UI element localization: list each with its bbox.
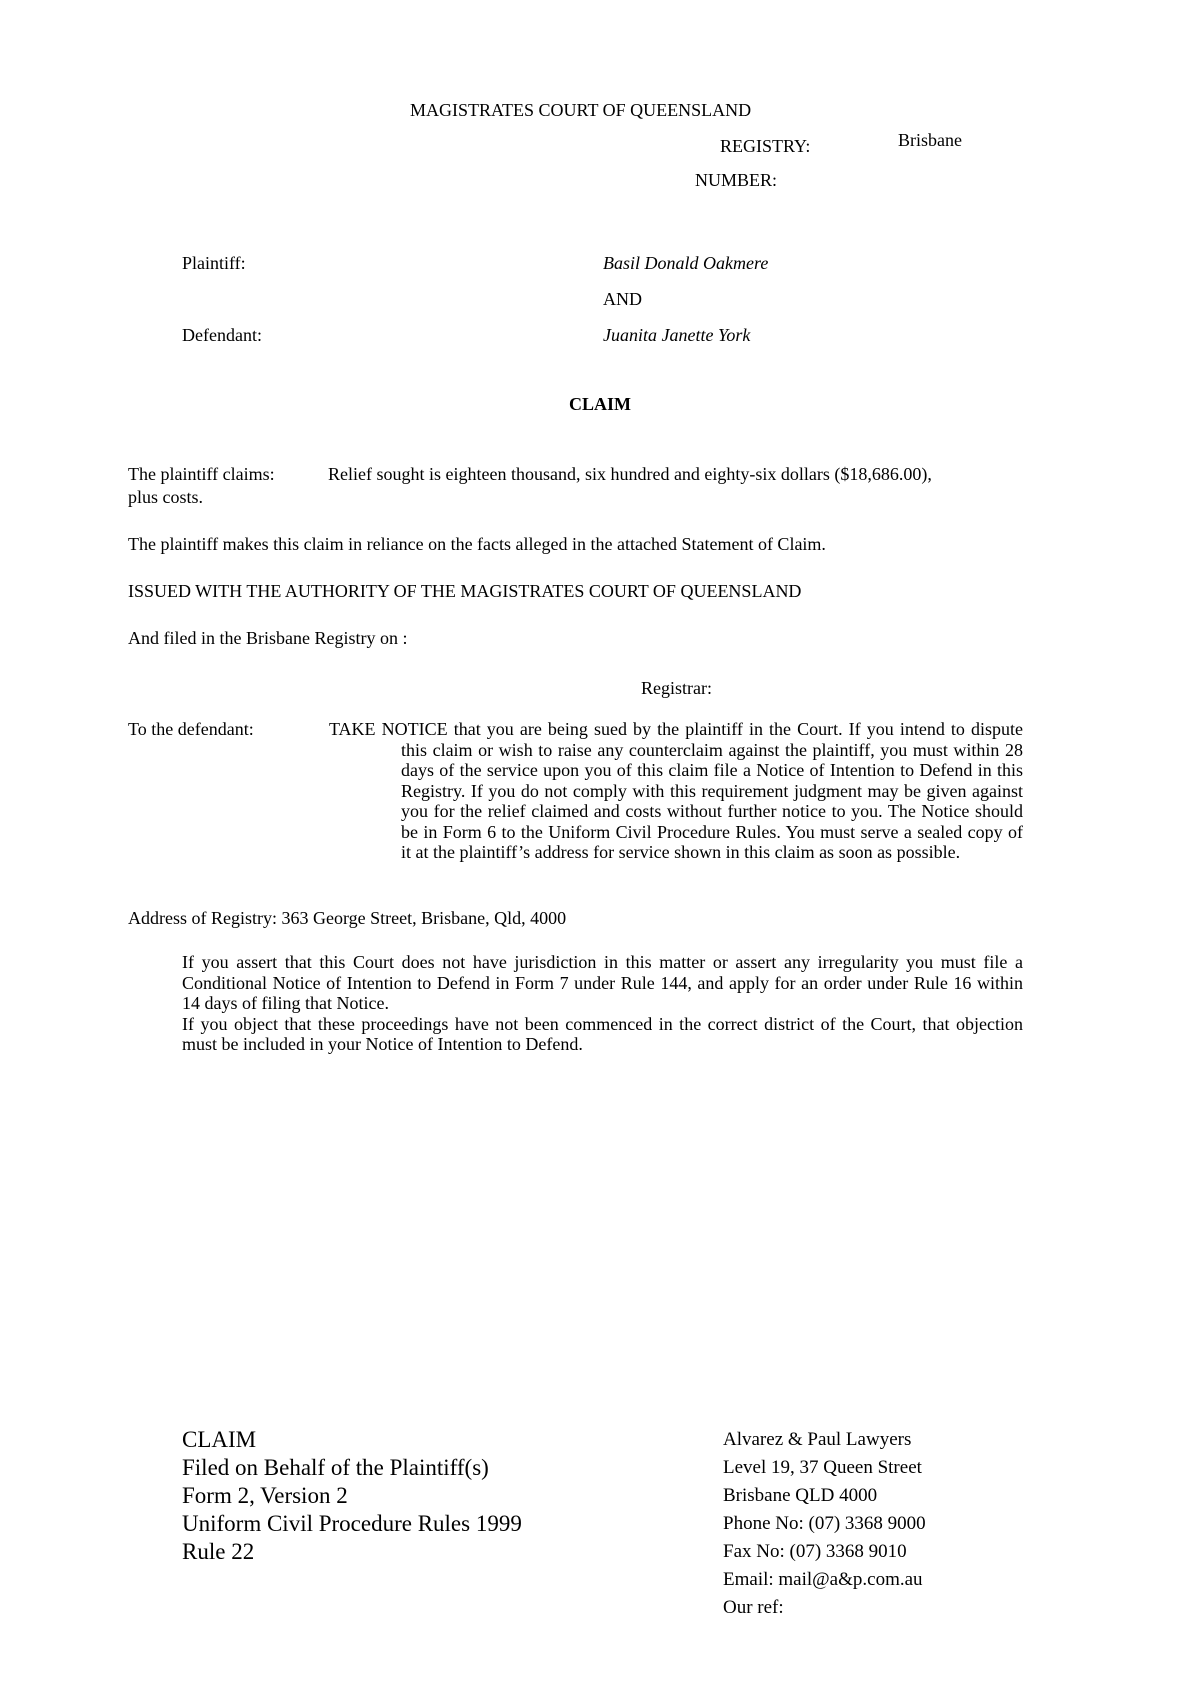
form-rule-number: Rule 22 bbox=[182, 1539, 255, 1564]
firm-name: Alvarez & Paul Lawyers bbox=[723, 1429, 912, 1450]
plaintiff-name: Basil Donald Oakmere bbox=[603, 253, 769, 273]
claims-continuation: plus costs. bbox=[128, 487, 204, 507]
plaintiff-label: Plaintiff: bbox=[182, 253, 246, 273]
registry-address: Address of Registry: 363 George Street, Brisbane, Qld, 4000 bbox=[128, 908, 567, 928]
registry-value: Brisbane bbox=[898, 130, 962, 150]
defendant-name: Juanita Janette York bbox=[603, 325, 751, 345]
firm-reference: Our ref: bbox=[723, 1597, 784, 1618]
notice-label: To the defendant: bbox=[128, 719, 254, 739]
court-name: MAGISTRATES COURT OF QUEENSLAND bbox=[410, 100, 752, 120]
form-details bbox=[182, 1426, 522, 1566]
jurisdiction-paragraph: If you assert that this Court does not have jurisdiction in this matter or assert any irregularity you must file a Conditional Notice of Intention to Defend in Form 7 under Rule 144, and apply for an order under Rule 16 within 14 days of filing that Notice. bbox=[182, 952, 1023, 1013]
and-separator: AND bbox=[603, 289, 642, 309]
document-title: CLAIM bbox=[569, 394, 631, 414]
claims-relief: Relief sought is eighteen thousand, six hundred and eighty-six dollars ($18,686.00), bbox=[328, 464, 932, 484]
filed-statement: And filed in the Brisbane Registry on : bbox=[128, 628, 408, 648]
claims-label: The plaintiff claims: bbox=[128, 464, 275, 484]
reliance-statement: The plaintiff makes this claim in reliance on the facts alleged in the attached Statement of Claim. bbox=[128, 534, 826, 554]
form-version: Form 2, Version 2 bbox=[182, 1483, 348, 1508]
form-title: CLAIM bbox=[182, 1427, 257, 1452]
firm-email: Email: mail@a&p.com.au bbox=[723, 1569, 923, 1590]
firm-phone: Phone No: (07) 3368 9000 bbox=[723, 1513, 926, 1534]
number-label: NUMBER: bbox=[695, 170, 778, 190]
firm-street: Level 19, 37 Queen Street bbox=[723, 1457, 922, 1478]
notice-text: TAKE NOTICE that you are being sued by the plaintiff in the Court. If you intend to dispute this claim or wish to raise any counterclaim against the plaintiff, you must within 28 days of the service upon you of this claim file a Notice of Intention to Defend in this Registry. If you do not comply with this requirement judgment may be given against you for the relief claimed and costs without further notice to you. The Notice should be in Form 6 to the Uniform Civil Procedure Rules. You must serve a sealed copy of it at the plaintiff’s address for service shown in this claim as soon as possible. bbox=[329, 719, 1023, 862]
solicitor-details bbox=[723, 1426, 926, 1622]
firm-fax: Fax No: (07) 3368 9010 bbox=[723, 1541, 907, 1562]
firm-city: Brisbane QLD 4000 bbox=[723, 1485, 878, 1506]
defendant-label: Defendant: bbox=[182, 325, 262, 345]
jurisdiction-notice bbox=[182, 952, 1023, 1055]
district-paragraph: If you object that these proceedings have not been commenced in the correct district of the Court, that objection must be included in your Notice of Intention to Defend. bbox=[182, 1013, 1023, 1054]
form-filed-on-behalf: Filed on Behalf of the Plaintiff(s) bbox=[182, 1455, 489, 1480]
authority-statement: ISSUED WITH THE AUTHORITY OF THE MAGISTRATES COURT OF QUEENSLAND bbox=[128, 581, 802, 601]
registrar-label: Registrar: bbox=[641, 678, 712, 698]
registry-label: REGISTRY: bbox=[720, 136, 811, 156]
form-rules: Uniform Civil Procedure Rules 1999 bbox=[182, 1511, 522, 1536]
